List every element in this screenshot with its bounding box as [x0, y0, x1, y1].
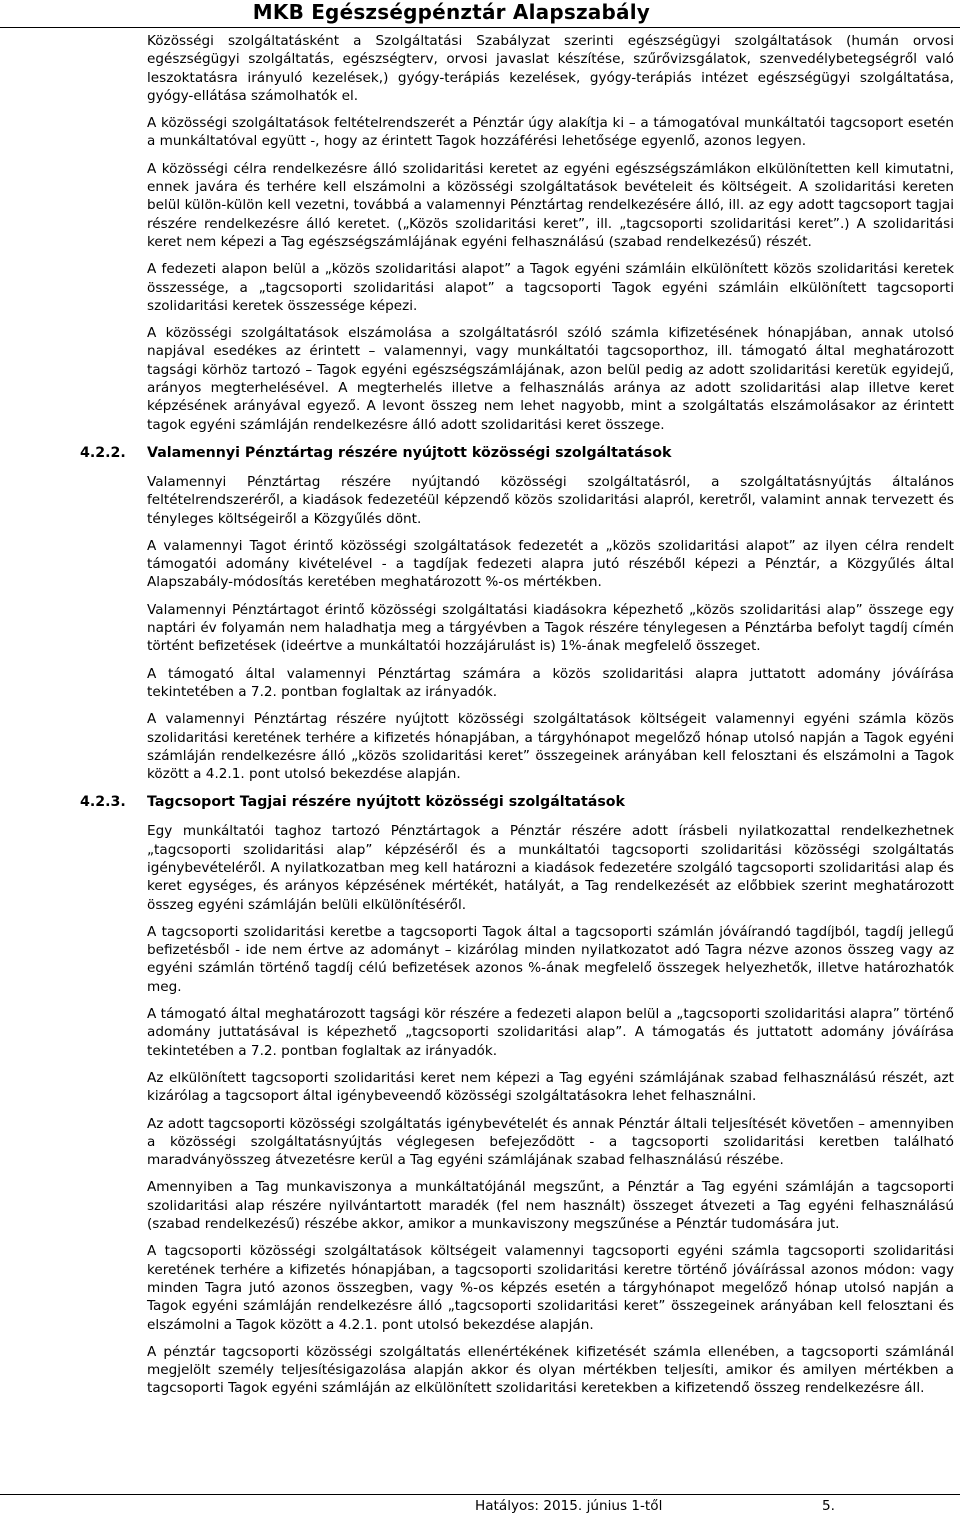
section-number: 4.2.2.: [80, 444, 126, 461]
paragraph: Valamennyi Pénztártagot érintő közösségi szolgáltatási kiadásokra képezhető „közös szolidaritási alap” összege egy naptári év folyamán nem haladhatja meg a tárgyévben a Tagok részére ténylegesen a Pénztárba befolyt tagdíj címén történt befizetések (ideértve a munkáltatói hozzájárulást is) 1%-ának megfelelő összeget.: [147, 601, 954, 655]
paragraph: Az adott tagcsoporti közösségi szolgáltatás igénybevételét és annak Pénztár általi teljesítését követően – amennyiben a közösségi szolgáltatásnyújtás véglegesen befejeződött - a tagcsoporti szolidaritási keretben található maradványösszeg átvezetésre kerül a Tag egyéni számlájának szabad felhasználású részébe.: [147, 1115, 954, 1169]
effective-date: Hatályos: 2015. június 1-től: [475, 1498, 663, 1514]
section-heading-4-2-2: [80, 443, 954, 463]
paragraph: A támogató által meghatározott tagsági kör részére a fedezeti alapon belül a „tagcsoporti szolidaritási alapra” történő adomány juttatásával is képezhető „tagcsoporti szolidaritási alap”. A támogatás és juttatott adomány jóváírása tekintetében a 7.2. pontban foglaltak az irányadók.: [147, 1006, 954, 1059]
paragraph: A valamennyi Pénztártag részére nyújtott közösségi szolgáltatások költségeit valamennyi egyéni számla közös szolidaritási keretének terhére a kifizetés hónapjában, a tárgyhónapot megelőző hónap utolsó napján a Tagok egyéni számláján rendelkezésre álló „közös szolidaritási keret” összegeinek arányában kell felosztani és elszámolni a Tagok között a 4.2.1. pont utolsó bekezdése alapján.: [147, 711, 954, 783]
paragraph: A pénztár tagcsoporti közösségi szolgáltatás ellenértékének kifizetését számla ellenében, a tagcsoporti számlánál megjelölt személy teljesítésigazolása alapján akkor és olyan mértékben teljesíti, amikor és amilyen mértékben a tagcsoporti Tagok egyéni számláján az elkülönített szolidaritási keretekben a kifizetendő összeg rendelkezésre áll.: [147, 1343, 954, 1397]
paragraph: Valamennyi Pénztártag részére nyújtandó közösségi szolgáltatásról, a szolgáltatásnyújtás általános feltételrendszeréről, a kiadások fedezetéül képzendő közös szolidaritási alapról, keretről, valamint annak tervezett és tényleges költségeiről a Közgyűlés dönt.: [147, 473, 954, 527]
paragraph: Az elkülönített tagcsoporti szolidaritási keret nem képezi a Tag egyéni számlájának szabad felhasználású részét, azt kizárólag a tagcsoport által igénybeveendő közösségi szolgáltatásokra lehet felhasználni.: [147, 1069, 954, 1105]
page-footer: [0, 1494, 960, 1516]
document-title: MKB Egészségpénztár Alapszabály: [252, 0, 650, 24]
header-divider: [0, 27, 960, 28]
section-number: 4.2.3.: [80, 794, 126, 811]
paragraph: Amennyiben a Tag munkaviszonya a munkáltatójánál megszűnt, a Pénztár a Tag egyéni számláján a tagcsoporti szolidaritási alap részére nyilvántartott maradék (fel nem használt) összeget átvezeti a Tag egyéni felhasználású (szabad rendelkezésű) részébe akkor, amikor a munkaviszony megszűnése a Pénztár tudomására jut.: [147, 1179, 954, 1233]
paragraph: Egy munkáltatói taghoz tartozó Pénztártagok a Pénztár részére adott írásbeli nyilatkozattal rendelkezhetnek „tagcsoporti szolidaritási alap” képzéséről és a munkáltatói tagcsoporti szolidaritási közösségi szolgáltatás igénybevételéről. A nyilatkozatban meg kell határozni a kiadások fedezetére szolgáló tagcsoporti szolidaritási alap és keret egységes, és arányos képzésének mértékét, hatályát, a Tag rendelkezését az előbbiek szerint meghatározott összeg egyéni számláján belüli elkülönítéséről.: [147, 823, 954, 913]
footer-divider: [0, 1494, 960, 1495]
page-header: [0, 0, 960, 28]
paragraph: A tagcsoporti szolidaritási keretbe a tagcsoporti Tagok által a tagcsoporti számlán jóváírandó tagdíjból, tagdíj jellegű befizetésből - ide nem értve az adományt – kizárólag minden nyilatkozatot adó Tagra nézve azonos összeg vagy az egyéni számlán történő tagdíj célú befizetések azonos %-ának megfelelő összegek helyezhetők, illetve határozhatók meg.: [147, 923, 954, 995]
paragraph: A közösségi szolgáltatások feltételrendszerét a Pénztár úgy alakítja ki – a támogatóval munkáltatói tagcsoport esetén a munkáltatóval együtt -, hogy az érintett Tagok hozzáférési lehetősége egyenlő, azonos legyen.: [147, 115, 954, 150]
document-body: [80, 32, 954, 1407]
paragraph: A közösségi célra rendelkezésre álló szolidaritási keretet az egyéni egészségszámlákon elkülönítetten kell kimutatni, ennek javára és terhére kell elszámolni a közösségi szolgáltatások bevételeit és költségeit. A szolidaritási kereten belül külön-külön kell vezetni, továbbá a valamennyi Pénztártag rendelkezésére álló, ill. az egy adott tagcsoport tagjai részére rendelkezésre álló keretet. („Közös szolidaritási keret”, ill. „tagcsoporti szolidaritási keret”.) A szolidaritási keret nem képezi a Tag egészségszámlájának egyéni felhasználású (szabad rendelkezésű) részét.: [147, 160, 954, 250]
paragraph: A tagcsoporti közösségi szolgáltatások költségeit valamennyi tagcsoporti egyéni számla tagcsoporti szolidaritási keretének terhére a kifizetés hónapjában, a tagcsoporti szolidaritási keretre történő jóváírással azonos módon: vagy minden Tagra jutó azonos összegben, vagy %-os képzés esetén a tárgyhónapot megelőző hónap utolsó napján a Tagok egyéni számláján rendelkezésre álló „tagcsoporti szolidaritási keret” összegeinek arányában kell felosztani és elszámolni a Tagok között a 4.2.1. pont utolsó bekezdése alapján.: [147, 1243, 954, 1333]
section-title: Valamennyi Pénztártag részére nyújtott közösségi szolgáltatások: [147, 444, 672, 461]
section-heading-4-2-3: [80, 792, 954, 812]
paragraph: A közösségi szolgáltatások elszámolása a szolgáltatásról szóló számla kifizetésének hónapjában, annak utolsó napjával esedékes az érintett – valamennyi, vagy munkáltatói tagcsoporthoz, ill. támogató által meghatározott tagsági körhöz tartozó – Tagok egyéni egészségszámlájának, azon belül pedig az adott szolidaritási keretük egyidejű, arányos megterhelésével. A megterhelés illetve a felhasználás aránya az adott szolidaritási alap illetve keret képzésének arányával egyező. A levont összeg nem lehet nagyobb, mint a szolgáltatás elszámolásakor az érintett tagok egyéni számláján rendelkezésre álló adott szolidaritási keret összege.: [147, 325, 954, 433]
paragraph: A támogató által valamennyi Pénztártag számára a közös szolidaritási alapra juttatott adomány jóváírása tekintetében a 7.2. pontban foglaltak az irányadók.: [147, 665, 954, 700]
paragraph: Közösségi szolgáltatásként a Szolgáltatási Szabályzat szerinti egészségügyi szolgáltatások (humán orvosi egészségügyi szolgáltatás, egészségterv, orvosi javaslat készítése, szűrővizsgálatok, szenvedélybetegségről való leszoktatásra irányuló kezelések,) gyógy-terápiás kezelések, gyógy-terápiás intézet egészségügyi szolgáltatása, gyógy-ellátása számolhatók el.: [147, 33, 954, 104]
paragraph: A valamennyi Tagot érintő közösségi szolgáltatások fedezetét a „közös szolidaritási alapot” az ilyen célra rendelt támogatói adomány kivételével - a tagdíjak fedezeti alapra jutó részéből képezi a Pénztár, a Közgyűlés által Alapszabály-módosítás keretében meghatározott %-os mértékben.: [147, 537, 954, 591]
paragraph: A fedezeti alapon belül a „közös szolidaritási alapot” a Tagok egyéni számláin elkülönített közös szolidaritási keretek összessége, a „tagcsoporti szolidaritási alapot” a tagcsoporti Tagok egyéni számláin elkülönített tagcsoporti szolidaritási keretek összessége képezi.: [147, 261, 954, 314]
page-number: 5.: [822, 1498, 835, 1514]
section-title: Tagcsoport Tagjai részére nyújtott közösségi szolgáltatások: [147, 794, 625, 811]
